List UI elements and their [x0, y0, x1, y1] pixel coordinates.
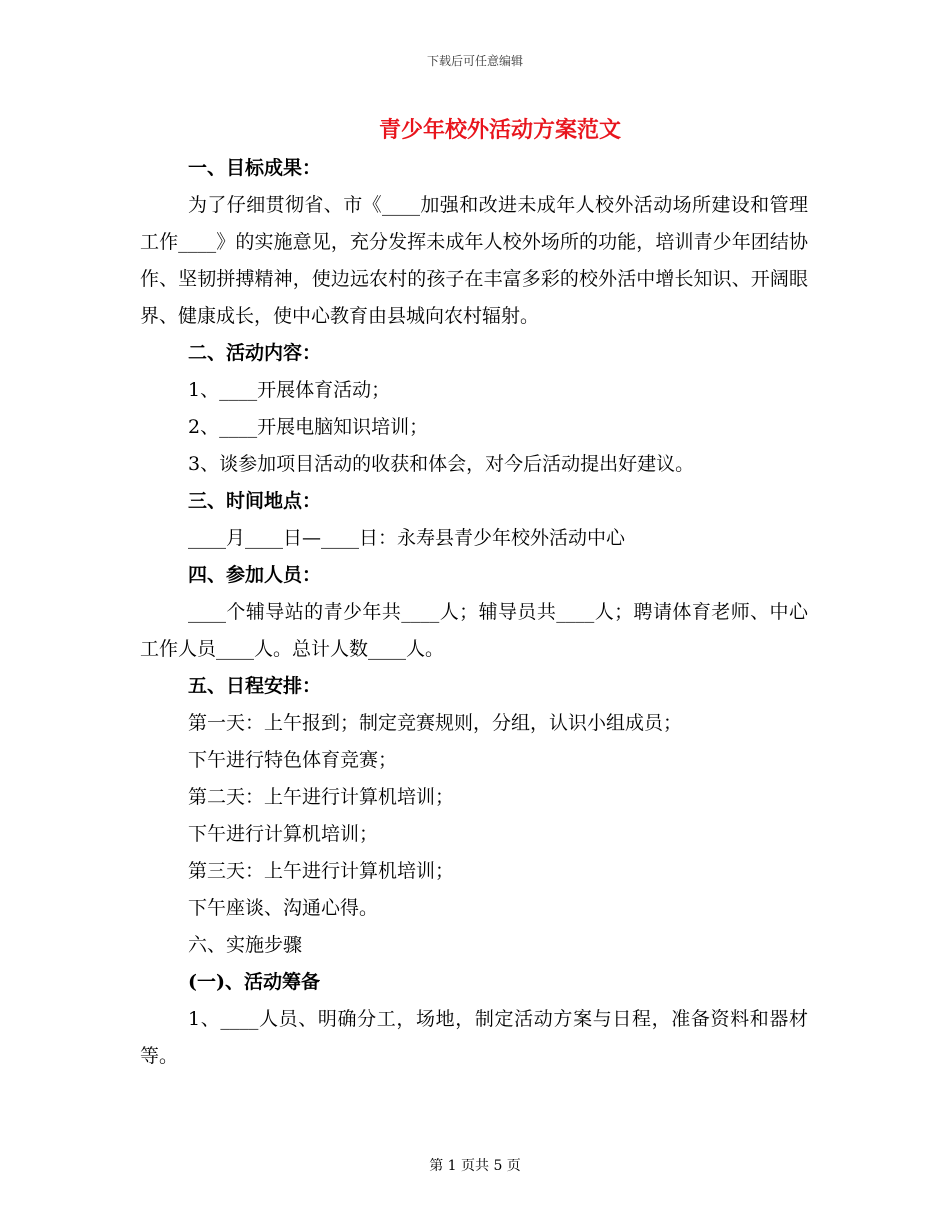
document-title: 青少年校外活动方案范文 [378, 117, 621, 143]
time-place-text: ____月____日—____日：永寿县青少年校外活动中心 [188, 527, 626, 549]
section-heading-content: 二、活动内容： [188, 342, 322, 364]
schedule-item: 第三天：上午进行计算机培训； [188, 860, 455, 882]
header-note: 下载后可任意编辑 [426, 54, 523, 68]
subsection-heading-preparation: (一)、活动筹备 [188, 971, 320, 993]
list-item: 2、____开展电脑知识培训； [188, 416, 429, 438]
document-body [140, 150, 808, 1075]
section-heading-schedule: 五、日程安排： [188, 675, 322, 697]
section-heading-time-place: 三、时间地点： [188, 490, 322, 512]
list-item: 3、谈参加项目活动的收获和体会，对今后活动提出好建议。 [188, 453, 695, 475]
page-number: 第 1 页共 5 页 [429, 1158, 521, 1174]
schedule-item: 第一天：上午报到；制定竞赛规则，分组，认识小组成员； [188, 712, 683, 734]
section-heading-participants: 四、参加人员： [188, 564, 322, 586]
section-heading-steps: 六、实施步骤 [188, 934, 303, 956]
paragraph-goals: 为了仔细贯彻省、市《____加强和改进未成年人校外活动场所建设和管理工作____》的实施意见，充分发挥未成年人校外场所的功能，培训青少年团结协作、坚韧拼搏精神，使边远农村的孩子在丰富多彩的校外活中增长知识、开阔眼界、健康成长，使中心教育由县城向农村辐射。 [140, 194, 808, 327]
schedule-item: 下午座谈、沟通心得。 [188, 897, 379, 919]
paragraph-preparation: 1、____人员、明确分工，场地，制定活动方案与日程，准备资料和器材等。 [140, 1008, 808, 1067]
section-heading-goals: 一、目标成果： [188, 157, 322, 179]
paragraph-participants: ____个辅导站的青少年共____人；辅导员共____人；聘请体育老师、中心工作人员____人。总计人数____人。 [140, 601, 808, 660]
list-item: 1、____开展体育活动； [188, 379, 391, 401]
schedule-item: 下午进行特色体育竞赛； [188, 749, 398, 771]
schedule-item: 第二天：上午进行计算机培训； [188, 786, 455, 808]
schedule-item: 下午进行计算机培训； [188, 823, 379, 845]
